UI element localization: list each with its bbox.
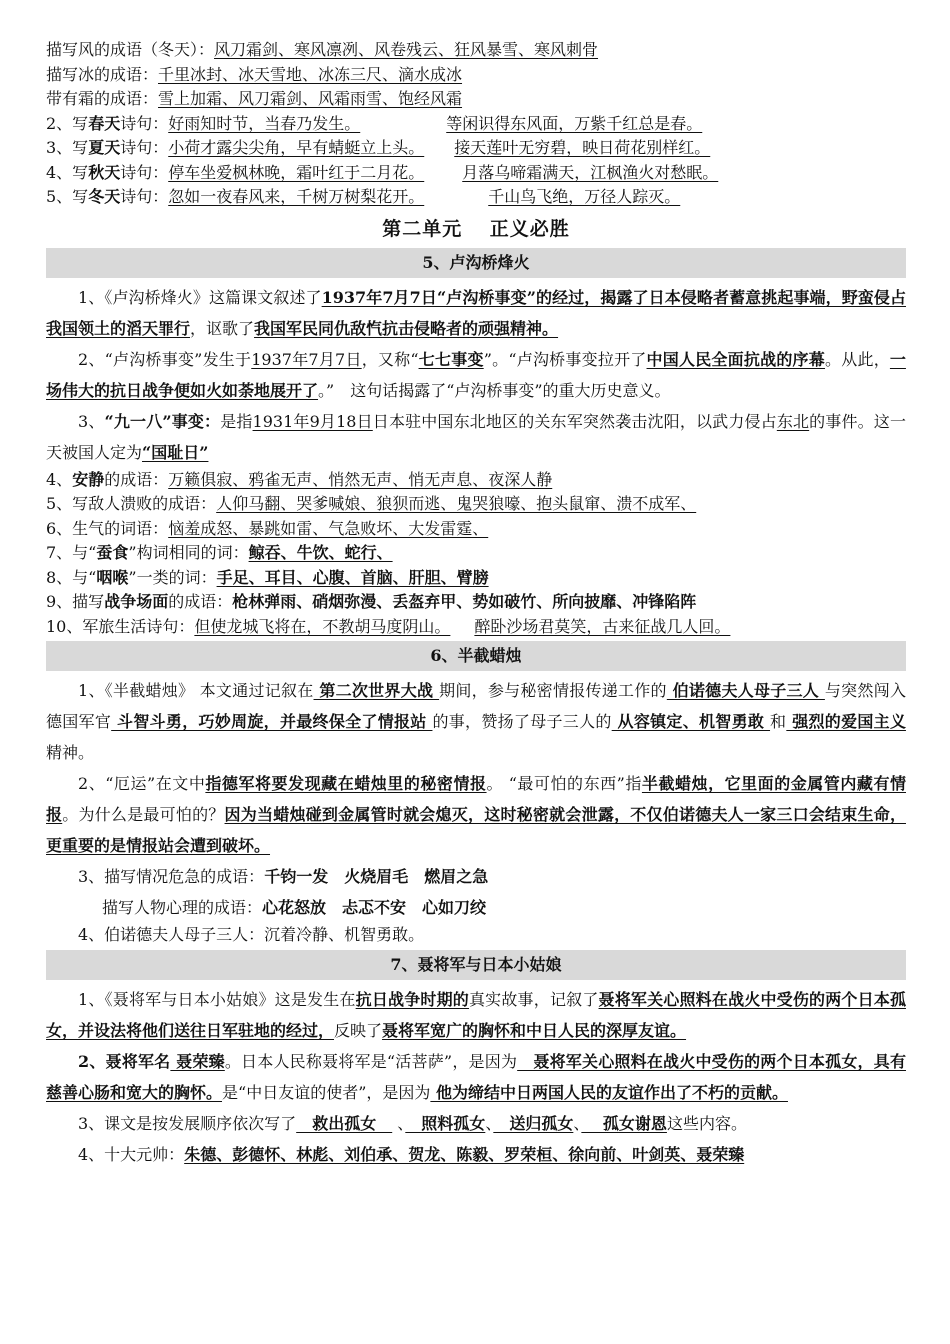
keyword: 安静 xyxy=(72,469,105,489)
section-title-7: 7、聂将军与日本小姑娘 xyxy=(46,950,906,980)
separator: 、 xyxy=(392,1113,406,1133)
keyword: 冬天 xyxy=(88,187,121,206)
text: 诗句： xyxy=(120,113,169,133)
keyword: 战争场面 xyxy=(104,592,169,611)
answer: 雪上加霜、风刀霜剑、风霜雨雪、饱经风霜 xyxy=(158,89,463,108)
text: 的成语： xyxy=(104,469,169,489)
answer: 枪林弹雨、硝烟弥漫、丢盔弃甲、势如破竹、所向披靡、冲锋陷阵 xyxy=(232,592,697,611)
text: 这些内容。 xyxy=(666,1113,747,1133)
answer: 1937年7月7日“卢沟桥事变”的经过，揭露了日本侵略者蓄意挑起事端，野蛮侵占我国领土的滔天罪行 xyxy=(46,287,906,338)
answer: 送归孤女 xyxy=(493,1113,574,1133)
text: 4、伯诺德夫人母子三人：沉着冷静、机智勇敢。 xyxy=(78,925,425,944)
poem-a: 忽如一夜春风来，千树万树梨花开。 xyxy=(168,187,425,206)
text: 真实故事，记叙了 xyxy=(468,989,599,1009)
answer: 千钧一发 火烧眉毛 燃眉之急 xyxy=(264,867,489,886)
answer: 手足、耳目、心腹、首脑、肝胆、臂膀 xyxy=(216,567,489,587)
text: 和 xyxy=(770,712,787,731)
text: 5、写 xyxy=(46,187,89,206)
poem-a: 好雨知时节，当春乃发生。 xyxy=(168,113,361,133)
text: 。” 这句话揭露了“卢沟桥事变”的重大历史意义。 xyxy=(318,380,671,400)
text: ，讴歌了 xyxy=(190,318,255,338)
answer: “国耻日” xyxy=(142,442,209,462)
s7-paragraph-2 xyxy=(46,1046,906,1108)
answer: 强烈的爱国主义 xyxy=(786,712,906,731)
answer: 第二次世界大战 xyxy=(313,681,440,700)
keyword: 蚕食 xyxy=(96,543,129,562)
separator: 、 xyxy=(573,1113,582,1133)
poem-b: 醉卧沙场君莫笑，古来征战几人回。 xyxy=(474,616,731,636)
text: 7、与“ xyxy=(46,543,97,562)
poem-a: 小荷才露尖尖角，早有蜻蜓立上头。 xyxy=(168,138,425,157)
answer: 1931年9月18日 xyxy=(252,411,373,431)
autumn-poem-line xyxy=(46,161,906,186)
text: 8、与“ xyxy=(46,567,97,587)
answer: 照料孤女 xyxy=(405,1113,486,1133)
text: 1、《卢沟桥烽火》这篇课文叙述了 xyxy=(78,287,322,307)
answer: 一场伟大的抗日战争便如火如荼地展开了 xyxy=(46,349,906,400)
text: 诗句： xyxy=(120,187,169,206)
text: 。日本人民称聂将军是“活菩萨”，是因为 xyxy=(224,1051,518,1071)
s5-line-4 xyxy=(46,468,906,493)
answer: 抗日战争时期的 xyxy=(355,989,469,1009)
answer: 千里冰封、冰天雪地、冰冻三尺、滴水成冰 xyxy=(158,64,463,84)
text: 1、《半截蜡烛》 本文通过记叙在 xyxy=(78,681,314,700)
keyword: 夏天 xyxy=(88,138,121,157)
s6-line-4 xyxy=(46,923,906,948)
s6-line-3b xyxy=(46,892,906,923)
answer: 万籁俱寂、鸦雀无声、悄然无声、悄无声息、夜深人静 xyxy=(168,469,553,489)
text: 9、描写 xyxy=(46,592,105,611)
s5-line-8 xyxy=(46,566,906,591)
unit-title: 第二单元 正义必胜 xyxy=(382,217,570,240)
text: 的事件。这一天被国人定为 xyxy=(46,411,906,462)
s5-line-10 xyxy=(46,615,906,640)
text: 期间，参与秘密情报传递工作的 xyxy=(439,681,667,700)
s5-line-9 xyxy=(46,590,906,615)
answer: 东北 xyxy=(776,411,810,431)
text: 日本驻中国东北地区的关东军突然袭击沈阳，以武力侵占 xyxy=(372,411,777,431)
s5-paragraph-3 xyxy=(46,406,906,468)
poem-b: 接天莲叶无穷碧，映日荷花别样红。 xyxy=(454,138,711,157)
answer: 聂将军关心照料在战火中受伤的两个日本孤女，具有慈善心肠和宽大的胸怀。 xyxy=(46,1051,906,1102)
text: 。 “最可怕的东西”指 xyxy=(486,774,642,793)
text: 4、 xyxy=(46,469,73,489)
section-title-5: 5、卢沟桥烽火 xyxy=(46,248,906,278)
answer: 他为缔结中日两国人民的友谊作出了不朽的贡献。 xyxy=(430,1082,788,1102)
text: 3、描写情况危急的成语： xyxy=(78,867,265,886)
answer: 人仰马翻、哭爹喊娘、狼狈而逃、鬼哭狼嚎、抱头鼠窜、溃不成军、 xyxy=(216,494,697,513)
text: 的成语： xyxy=(168,592,233,611)
s6-paragraph-1 xyxy=(46,675,906,768)
answer: 七七事变 xyxy=(418,349,484,369)
s5-line-5 xyxy=(46,492,906,517)
s7-paragraph-4 xyxy=(46,1139,906,1170)
text: 与突然闯入德国军官 xyxy=(46,681,906,731)
text: 诗句： xyxy=(120,138,169,157)
answer: 聂将军宽广的胸怀和中日人民的深厚友谊。 xyxy=(382,1020,687,1040)
keyword: 春天 xyxy=(88,113,121,133)
wind-idioms-line xyxy=(46,38,906,63)
winter-poem-line xyxy=(46,185,906,210)
poem-b: 月落乌啼霜满天，江枫渔火对愁眠。 xyxy=(462,162,719,182)
text: 精神。 xyxy=(46,743,95,762)
text: 反映了 xyxy=(334,1020,383,1040)
text: 2、“卢沟桥事变”发生于 xyxy=(78,349,252,369)
text: 诗句： xyxy=(120,162,169,182)
answer: 我国军民同仇敌忾抗击侵略者的顽强精神。 xyxy=(254,318,559,338)
answer: 恼羞成怒、暴跳如雷、气急败坏、大发雷霆、 xyxy=(168,518,489,538)
text: ”。“卢沟桥事变拉开了 xyxy=(483,349,647,369)
answer: 心花怒放 忐忑不安 心如刀绞 xyxy=(262,898,487,917)
poem-b: 等闲识得东风面，万紫千红总是春。 xyxy=(446,113,703,133)
s5-line-6 xyxy=(46,517,906,542)
text: 4、十大元帅： xyxy=(78,1144,185,1164)
answer: 聂荣臻 xyxy=(170,1051,225,1071)
text: 10、军旅生活诗句： xyxy=(46,616,195,636)
answer: 朱德、彭德怀、林彪、刘伯承、贺龙、陈毅、罗荣桓、徐向前、叶剑英、聂荣臻 xyxy=(184,1144,745,1164)
answer: 风刀霜剑、寒风凛冽、风卷残云、狂风暴雪、寒风刺骨 xyxy=(214,40,599,59)
text: 2、聂将军名 xyxy=(78,1051,171,1071)
answer: 伯诺德夫人母子三人 xyxy=(666,681,825,700)
poem-a: 停车坐爱枫林晚，霜叶红于二月花。 xyxy=(168,162,425,182)
text: 6、生气的词语： xyxy=(46,518,169,538)
text: 4、写 xyxy=(46,162,89,182)
text: 3、课文是按发展顺序依次写了 xyxy=(78,1113,297,1133)
s5-paragraph-2 xyxy=(46,344,906,406)
text: ”构词相同的词： xyxy=(128,543,249,562)
s7-paragraph-1 xyxy=(46,984,906,1046)
text: 5、写敌人溃败的成语： xyxy=(46,494,217,513)
s7-paragraph-3 xyxy=(46,1108,906,1139)
answer: 聂将军关心照料在战火中受伤的两个日本孤女，并设法将他们送往日军驻地的经过， xyxy=(46,989,906,1040)
answer: 斗智斗勇，巧妙周旋，并最终保全了情报站 xyxy=(111,712,433,731)
text: 2、“厄运”在文中 xyxy=(78,774,206,793)
poem-a: 但使龙城飞将在，不教胡马度阴山。 xyxy=(194,616,451,636)
s5-line-7 xyxy=(46,541,906,566)
answer: 救出孤女 xyxy=(296,1113,393,1133)
text: 1、《聂将军与日本小姑娘》这是发生在 xyxy=(78,989,356,1009)
label: 带有霜的成语： xyxy=(46,89,159,108)
s6-line-3 xyxy=(46,861,906,892)
answer: 指德军将要发现藏在蜡烛里的秘密情报 xyxy=(205,774,487,793)
label: 描写风的成语（冬天）： xyxy=(46,40,215,59)
label: 描写冰的成语： xyxy=(46,64,159,84)
answer: 因为当蜡烛碰到金属管时就会熄灭，这时秘密就会泄露，不仅伯诺德夫人一家三口会结束生命，更重要的是情报站会遭到破坏。 xyxy=(46,805,906,855)
frost-idioms-line xyxy=(46,87,906,112)
answer: 孤女谢恩 xyxy=(581,1113,667,1133)
answer: 从容镇定、机智勇敢 xyxy=(611,712,771,731)
spring-poem-line xyxy=(46,112,906,137)
s5-paragraph-1 xyxy=(46,282,906,344)
text: 3、 xyxy=(78,411,105,431)
summer-poem-line xyxy=(46,136,906,161)
text: 2、写 xyxy=(46,113,89,133)
answer: 1937年7月7日 xyxy=(251,349,362,369)
text: 。从此， xyxy=(825,349,890,369)
text: 3、写 xyxy=(46,138,89,157)
text: 的事，赞扬了母子三人的 xyxy=(432,712,612,731)
text: 是“中日友谊的使者”，是因为 xyxy=(222,1082,431,1102)
answer: 鲸吞、牛饮、蛇行、 xyxy=(248,543,393,562)
text: 描写人物心理的成语： xyxy=(102,898,263,917)
ice-idioms-line xyxy=(46,63,906,88)
poem-b: 千山鸟飞绝，万径人踪灭。 xyxy=(488,187,681,206)
answer: 中国人民全面抗战的序幕 xyxy=(646,349,826,369)
answer: 半截蜡烛，它里面的金属管内藏有情报 xyxy=(46,774,906,824)
keyword: 秋天 xyxy=(88,162,121,182)
keyword: “九一八”事变： xyxy=(104,411,221,431)
text: 。为什么是最可怕的？ xyxy=(62,805,225,824)
keyword: 咽喉 xyxy=(96,567,129,587)
text: 是指 xyxy=(220,411,253,431)
text: ，又称“ xyxy=(361,349,419,369)
separator: 、 xyxy=(485,1113,494,1133)
section-title-6: 6、半截蜡烛 xyxy=(46,641,906,671)
s6-paragraph-2 xyxy=(46,768,906,861)
text: ”一类的词： xyxy=(128,567,217,587)
